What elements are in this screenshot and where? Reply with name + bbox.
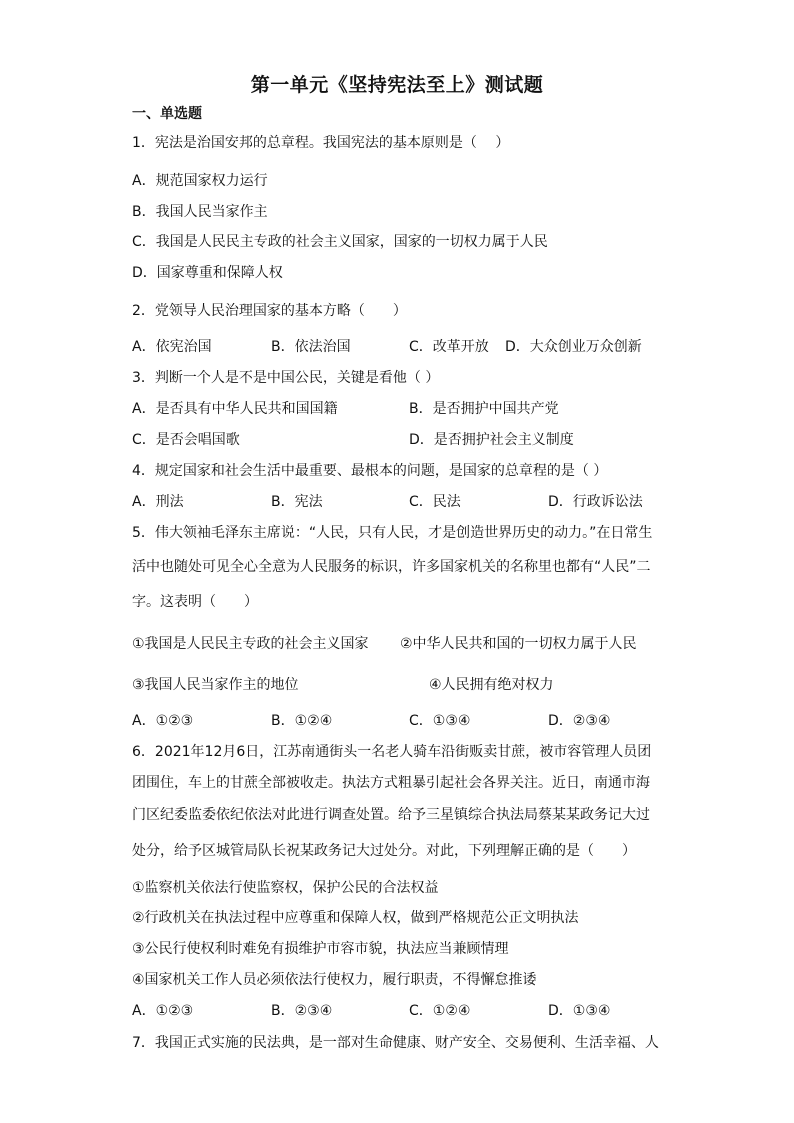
question-1-option-c: C．我国是人民民主专政的社会主义国家，国家的一切权力属于人民 <box>132 234 548 250</box>
question-5-option-d: D．②③④ <box>548 713 611 729</box>
section-heading: 一、单选题 <box>132 106 202 122</box>
page-title: 第一单元《坚持宪法至上》测试题 <box>250 74 544 96</box>
question-5-option-b: B．①②④ <box>271 713 333 729</box>
question-5-statement-3: ③我国人民当家作主的地位 <box>132 677 299 693</box>
question-1-option-a: A．规范国家权力运行 <box>132 173 268 189</box>
question-6-statement-4: ④国家机关工作人员必须依法行使权力，履行职责，不得懈怠推诿 <box>132 972 537 988</box>
question-1-option-d: D．国家尊重和保障人权 <box>132 265 283 281</box>
question-4-option-d: D．行政诉讼法 <box>548 494 643 510</box>
question-2-option-a: A．依宪治国 <box>132 339 212 355</box>
question-7-stem-line-1: 7．我国正式实施的民法典，是一部对生命健康、财产安全、交易便利、生活幸福、人 <box>132 1035 659 1051</box>
question-5-stem-line-1: 5．伟大领袖毛泽东主席说：“人民，只有人民，才是创造世界历史的动力。”在日常生 <box>132 525 653 541</box>
question-1-option-b: B．我国人民当家作主 <box>132 204 268 220</box>
question-6-option-b: B．②③④ <box>271 1003 333 1019</box>
question-5-option-c: C．①③④ <box>409 713 471 729</box>
question-6-statement-2: ②行政机关在执法过程中应尊重和保障人权，做到严格规范公正文明执法 <box>132 910 579 926</box>
question-5-stem-line-3: 字。这表明（ ） <box>132 594 258 610</box>
question-6-option-c: C．①②④ <box>409 1003 471 1019</box>
question-2-stem: 2．党领导人民治理国家的基本方略（ ） <box>132 303 407 319</box>
question-6-option-d: D．①③④ <box>548 1003 611 1019</box>
question-3-stem: 3．判断一个人是不是中国公民，关键是看他（ ） <box>132 370 440 386</box>
question-3-option-c: C．是否会唱国歌 <box>132 432 240 448</box>
question-3-option-d: D．是否拥护社会主义制度 <box>409 432 574 448</box>
question-3-option-b: B．是否拥护中国共产党 <box>409 401 559 417</box>
question-5-statement-1: ①我国是人民民主专政的社会主义国家 <box>132 636 369 652</box>
question-6-stem-line-1: 6．2021年12月6日，江苏南通街头一名老人骑车沿街贩卖甘蔗，被市容管理人员团 <box>132 744 652 760</box>
question-6-statement-1: ①监察机关依法行使监察权，保护公民的合法权益 <box>132 880 439 896</box>
question-4-stem: 4．规定国家和社会生活中最重要、最根本的问题，是国家的总章程的是（ ） <box>132 463 608 479</box>
question-1-stem: 1．宪法是治国安邦的总章程。我国宪法的基本原则是（ ） <box>132 135 510 151</box>
question-5-option-a: A．①②③ <box>132 713 194 729</box>
question-6-stem-line-3: 门区纪委监委依纪依法对此进行调查处置。给予三星镇综合执法局蔡某某政务记大过 <box>132 807 650 823</box>
question-5-statement-4: ④人民拥有绝对权力 <box>429 677 554 693</box>
question-2-option-b: B．依法治国 <box>271 339 351 355</box>
question-6-stem-line-4: 处分，给予区城管局队长祝某政务记大过处分。对此，下列理解正确的是（ ） <box>132 843 636 859</box>
question-5-stem-line-2: 活中也随处可见全心全意为人民服务的标识，许多国家机关的名称里也都有“人民”二 <box>132 559 651 575</box>
question-3-option-a: A．是否具有中华人民共和国国籍 <box>132 401 338 417</box>
question-5-statement-2: ②中华人民共和国的一切权力属于人民 <box>400 636 637 652</box>
question-6-stem-line-2: 团围住，车上的甘蔗全部被收走。执法方式粗暴引起社会各界关注。近日，南通市海 <box>132 775 650 791</box>
question-4-option-a: A．刑法 <box>132 494 184 510</box>
question-6-statement-3: ③公民行使权利时难免有损维护市容市貌，执法应当兼顾情理 <box>132 941 509 957</box>
question-4-option-c: C．民法 <box>409 494 461 510</box>
question-2-option-c: C．改革开放 <box>409 339 489 355</box>
question-6-option-a: A．①②③ <box>132 1003 194 1019</box>
question-4-option-b: B．宪法 <box>271 494 323 510</box>
question-2-option-d: D．大众创业万众创新 <box>505 339 642 355</box>
